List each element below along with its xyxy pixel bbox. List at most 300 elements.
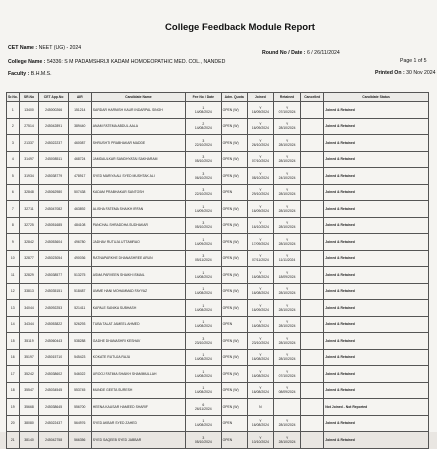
cell-fee-flag: 1 — [202, 369, 205, 374]
cell-fee — [186, 399, 222, 416]
table-row — [7, 250, 429, 267]
cell-candidate-name: SARDAR HARNISH KAUR INDARPAL SINGH — [91, 102, 185, 119]
cell-candidate-name: ASMA PARVEEN SHAIKH ISMAIL — [91, 267, 185, 284]
cell-joined-flag: Y — [259, 171, 262, 176]
cell-joined-flag: Y — [259, 105, 262, 110]
cell-fee-flag: 1 — [202, 419, 205, 424]
cell-fee-flag: 1 — [202, 386, 205, 391]
cell-cancelled — [301, 283, 324, 300]
cell-candidate-name: HEENA KAUSAR HAMEED SHARIF — [91, 399, 185, 416]
cell-joined-date: 16/08/2024 — [251, 291, 269, 296]
cell-joined — [247, 267, 273, 284]
cell-candidate-name: UMME HANI MOHAMMAD FAYYAZ — [91, 283, 185, 300]
round-value: 6 / 26/11/2024 — [306, 50, 340, 56]
cell-srno: 13400 — [19, 102, 39, 119]
cell-candidate-name: PANCHAL SHRADDHA SUDHAKAR — [91, 217, 185, 234]
cell-fee — [186, 415, 222, 432]
cell-app-no: 245022437 — [39, 415, 68, 432]
cell-quota: OPEN (W) — [221, 267, 247, 284]
cell-retained-flag: Y — [285, 419, 289, 424]
cell-status: Joined & Retained — [324, 300, 429, 317]
cell-air: 478917 — [68, 168, 91, 185]
cell-app-no: 245051685 — [39, 217, 68, 234]
cell-fee — [186, 349, 222, 366]
cell-air: 526293 — [68, 316, 91, 333]
cell-cancelled — [301, 217, 324, 234]
cell-joined-flag: Y — [259, 386, 262, 391]
cell-retained-date: 08/09/2024 — [278, 390, 296, 395]
cell-cancelled — [301, 135, 324, 152]
cell-quota: OPEN — [221, 432, 247, 449]
cell-app-no: 245053822 — [39, 316, 68, 333]
cell-status: Joined & Retained — [324, 283, 429, 300]
cell-fee-flag: 3 — [202, 336, 205, 341]
cell-joined-flag: Y — [259, 188, 262, 193]
cell-app-no: 245042758 — [39, 432, 68, 449]
cell-quota: OPEN (W) — [221, 151, 247, 168]
cell-fee-flag: 1 — [202, 237, 205, 242]
cell-fee-flag: 1 — [202, 287, 205, 292]
cell-app-no: 245042891 — [39, 118, 68, 135]
cell-joined-flag: Y — [259, 369, 262, 374]
cell-app-no: 245038779 — [39, 168, 68, 185]
cell-cancelled — [301, 168, 324, 185]
col-header: Candidate Status — [324, 93, 429, 102]
cell-status: Joined & Retained — [324, 201, 429, 218]
cell-retained-flag: Y — [285, 254, 289, 259]
printed-value: 30 Nov 2024 — [406, 70, 436, 76]
cell-app-no: 245047082 — [39, 201, 68, 218]
cell-candidate-name: SYED MARIYA ALI SYED MUSHTAK ALI — [91, 168, 185, 185]
cell-quota: OPEN (W) — [221, 300, 247, 317]
table-row — [7, 399, 429, 416]
cell-srno: 32848 — [19, 184, 39, 201]
cell-candidate-name: ANAM FATEMA ABDUL AALA — [91, 118, 185, 135]
cell-fee-date: 05/11/2024 — [194, 258, 212, 263]
cell-joined-date: 16/09/2024 — [251, 208, 269, 213]
cell-retained-flag: Y — [285, 435, 289, 440]
cell-air: 513275 — [68, 267, 91, 284]
col-header: Joined — [247, 93, 273, 102]
cell-joined — [247, 102, 273, 119]
cell-retained — [273, 399, 300, 416]
cell-status: Joined & Retained — [324, 234, 429, 251]
cell-status: Joined & Retained — [324, 118, 429, 135]
cell-retained — [273, 283, 300, 300]
cell-retained-flag: Y — [285, 336, 289, 341]
cell-sr: 1 — [7, 102, 20, 119]
cell-fee-flag: 3 — [202, 221, 205, 226]
cell-status: Joined & Retained — [324, 217, 429, 234]
cell-retained — [273, 316, 300, 333]
cell-fee-flag: 3 — [202, 254, 205, 259]
cell-joined — [247, 184, 273, 201]
cell-cancelled — [301, 382, 324, 399]
cell-sr: 11 — [7, 267, 20, 284]
cell-status: Joined & Retained — [324, 168, 429, 185]
cell-srno: 33813 — [19, 283, 39, 300]
cell-status: Joined & Retained — [324, 349, 429, 366]
cell-joined — [247, 300, 273, 317]
cell-cancelled — [301, 184, 324, 201]
cell-air: 151214 — [68, 102, 91, 119]
cell-fee — [186, 135, 222, 152]
cell-retained — [273, 349, 300, 366]
cell-fee — [186, 333, 222, 350]
cell-app-no: 245038645 — [39, 399, 68, 416]
cell-sr: 8 — [7, 217, 20, 234]
cell-srno: 34044 — [19, 300, 39, 317]
cell-fee-date: 05/10/2024 — [194, 225, 212, 230]
cell-fee-date: 22/10/2024 — [194, 142, 212, 147]
table-row — [7, 382, 429, 399]
cell-app-no: 245060443 — [39, 333, 68, 350]
cell-fee — [186, 250, 222, 267]
cell-fee-date: 05/10/2024 — [194, 439, 212, 444]
cell-app-no: 245023054 — [39, 250, 68, 267]
cell-air: 564976 — [68, 415, 91, 432]
cell-quota: OPEN (W) — [221, 250, 247, 267]
cell-app-no: 245035151 — [39, 283, 68, 300]
cell-status: Joined & Retained — [324, 102, 429, 119]
cell-joined-flag: Y — [259, 221, 262, 226]
cell-sr: 2 — [7, 118, 20, 135]
cell-joined — [247, 366, 273, 383]
cell-cancelled — [301, 102, 324, 119]
cell-joined — [247, 135, 273, 152]
cell-joined-flag: Y — [259, 435, 262, 440]
cell-retained-date: 28/10/2024 — [278, 225, 296, 230]
cell-quota: OPEN (W) — [221, 217, 247, 234]
cell-fee-date: 05/10/2024 — [194, 159, 212, 164]
table-row — [7, 300, 429, 317]
cell-quota: OPEN (W) — [221, 168, 247, 185]
cell-quota: OPEN (W) — [221, 234, 247, 251]
col-header: Retained — [273, 93, 300, 102]
cell-retained — [273, 382, 300, 399]
cell-app-no: 245022237 — [39, 135, 68, 152]
cell-quota: OPEN — [221, 316, 247, 333]
cell-joined-flag: Y — [259, 138, 262, 143]
cell-sr: 14 — [7, 316, 20, 333]
cell-cancelled — [301, 267, 324, 284]
college-label: College Name : — [8, 59, 46, 65]
cell-fee — [186, 118, 222, 135]
cell-srno: 31934 — [19, 168, 39, 185]
cell-retained-flag: Y — [285, 353, 289, 358]
cell-joined — [247, 399, 273, 416]
cell-retained-flag: Y — [285, 204, 289, 209]
cell-fee — [186, 267, 222, 284]
cell-fee-flag: 1 — [202, 303, 205, 308]
table-row — [7, 415, 429, 432]
cell-quota: OPEN — [221, 415, 247, 432]
table-row — [7, 151, 429, 168]
cell-retained — [273, 135, 300, 152]
cell-retained — [273, 102, 300, 119]
cell-status: Joined & Retained — [324, 184, 429, 201]
col-header: SR.No — [19, 93, 39, 102]
college-value: 54336: S M PADAMSHRIJI KADAM HOMOEOPATHIC MED. COL., NANDED — [46, 59, 226, 65]
cell-joined-flag: Y — [259, 237, 262, 242]
cell-fee-flag: 3 — [202, 188, 205, 193]
table-row — [7, 333, 429, 350]
cell-retained — [273, 366, 300, 383]
cell-retained-flag: Y — [285, 287, 289, 292]
cell-air: 521411 — [68, 300, 91, 317]
cell-cancelled — [301, 349, 324, 366]
cell-retained-flag: Y — [285, 386, 289, 391]
cell-retained — [273, 184, 300, 201]
cell-joined — [247, 349, 273, 366]
cell-cancelled — [301, 151, 324, 168]
cell-joined-date: 07/11/2024 — [252, 258, 269, 263]
cell-retained-date: 28/10/2024 — [278, 357, 296, 362]
cell-cancelled — [301, 201, 324, 218]
cell-fee-flag: 1 — [202, 105, 205, 110]
cell-app-no: 245038577 — [39, 267, 68, 284]
cell-retained — [273, 250, 300, 267]
cell-fee-flag: 1 — [202, 204, 205, 209]
page-number: Page 1 of 5 — [400, 58, 427, 64]
round-label: Round No / Date : — [262, 50, 306, 56]
cell-retained-date: 24/10/2024 — [278, 175, 296, 180]
cell-joined — [247, 118, 273, 135]
cell-joined-date: 16/09/2024 — [251, 307, 269, 312]
faculty-line — [8, 71, 52, 77]
cell-retained-date: 28/10/2024 — [278, 439, 296, 444]
cell-status: Joined & Retained — [324, 333, 429, 350]
cell-sr: 19 — [7, 399, 20, 416]
cell-srno: 31497 — [19, 151, 39, 168]
cell-status: Not Joined - Not Reported — [324, 399, 429, 416]
cell-candidate-name: KADAM PRABHAKAR SANTOSH — [91, 184, 185, 201]
cell-quota: OPEN (W) — [221, 135, 247, 152]
cell-air: 518487 — [68, 283, 91, 300]
cell-quota: OPEN — [221, 184, 247, 201]
cell-quota: OPEN (W) — [221, 201, 247, 218]
cell-retained-date: 28/10/2024 — [278, 159, 296, 164]
cell-retained-flag: Y — [285, 188, 289, 193]
cell-fee-flag: 1 — [202, 270, 205, 275]
cell-fee-date: 14/08/2024 — [194, 126, 212, 131]
cell-retained-date: 28/10/2024 — [278, 126, 296, 131]
cell-retained-flag: Y — [285, 320, 289, 325]
cell-fee-flag: 1 — [202, 320, 205, 325]
cell-sr: 10 — [7, 250, 20, 267]
cell-quota: OPEN (W) — [221, 399, 247, 416]
cell-srno: 32711 — [19, 201, 39, 218]
cell-air: 566356 — [68, 432, 91, 449]
cell-fee-date: 06/10/2024 — [194, 175, 212, 180]
cell-candidate-name: SHRUSHTI PRABHAKAR MADDE — [91, 135, 185, 152]
cell-status: Joined & Retained — [324, 366, 429, 383]
cell-joined-flag: Y — [259, 122, 262, 127]
cell-air: 484108 — [68, 217, 91, 234]
cell-srno: 35668 — [19, 399, 39, 416]
printed-label: Printed On : — [375, 70, 405, 76]
table-row — [7, 349, 429, 366]
cell-retained-date: 11/11/2024 — [278, 258, 296, 263]
cell-srno: 32829 — [19, 267, 39, 284]
cell-joined-flag: Y — [259, 254, 262, 259]
cell-joined-date: 16/08/2024 — [251, 423, 269, 428]
cell-srno: 35119 — [19, 333, 39, 350]
col-header: Cancelled — [301, 93, 324, 102]
table-row — [7, 168, 429, 185]
cell-retained-date: 07/10/2024 — [278, 109, 296, 114]
cell-srno: 32877 — [19, 250, 39, 267]
col-header: Sr.No. — [7, 93, 20, 102]
col-header: Adm. Quota — [221, 93, 247, 102]
cell-joined-date: 26/10/2024 — [251, 142, 269, 147]
table-row — [7, 234, 429, 251]
cell-retained-flag: Y — [285, 105, 289, 110]
cet-name-label: CET Name : — [8, 45, 38, 51]
cell-joined — [247, 151, 273, 168]
cell-joined-flag: Y — [259, 419, 262, 424]
cell-fee-date: 14/08/2024 — [194, 307, 212, 312]
cell-joined — [247, 382, 273, 399]
cell-candidate-name: KOKATE RUTUJA RAJU — [91, 349, 185, 366]
cell-app-no: 245038602 — [39, 366, 68, 383]
cell-quota: OPEN (W) — [221, 102, 247, 119]
cell-joined — [247, 234, 273, 251]
cell-air: 463892 — [68, 201, 91, 218]
cell-joined-date: 16/09/2024 — [251, 126, 269, 131]
col-header: AIR — [68, 93, 91, 102]
cell-retained — [273, 415, 300, 432]
cell-air: 538288 — [68, 333, 91, 350]
cell-joined — [247, 250, 273, 267]
cell-fee-flag: 3 — [202, 171, 205, 176]
cell-air: 556700 — [68, 399, 91, 416]
cell-joined-date: 08/10/2024 — [251, 175, 269, 180]
cell-retained-date: 28/10/2024 — [278, 291, 296, 296]
cell-fee-date: 14/08/2024 — [194, 390, 212, 395]
cell-fee — [186, 283, 222, 300]
cell-air: 546022 — [68, 366, 91, 383]
cell-status: Joined & Retained — [324, 151, 429, 168]
cell-candidate-name: ALISHA FATEMA SHAIKH IRFAN — [91, 201, 185, 218]
cell-retained — [273, 118, 300, 135]
cell-quota: OPEN (W) — [221, 349, 247, 366]
cell-sr: 4 — [7, 151, 20, 168]
cell-fee — [186, 184, 222, 201]
cell-sr: 18 — [7, 382, 20, 399]
cell-joined-date: 29/10/2024 — [251, 192, 269, 197]
cell-srno: 38080 — [19, 415, 39, 432]
cell-fee — [186, 234, 222, 251]
cell-retained-date: 28/10/2024 — [278, 241, 296, 246]
cell-fee-date: 14/08/2024 — [194, 274, 212, 279]
cell-cancelled — [301, 118, 324, 135]
cell-srno: 32725 — [19, 217, 39, 234]
cell-app-no: 245034545 — [39, 382, 68, 399]
cell-srno: 35197 — [19, 349, 39, 366]
table-row — [7, 283, 429, 300]
cell-retained-date: 28/10/2024 — [278, 192, 296, 197]
cell-fee-date: 26/11/2024 — [194, 406, 212, 411]
cell-joined-date: 16/08/2024 — [251, 357, 269, 362]
cell-air: 496780 — [68, 234, 91, 251]
cell-sr: 5 — [7, 168, 20, 185]
cell-joined — [247, 201, 273, 218]
cell-retained — [273, 234, 300, 251]
col-header: CET App.No — [39, 93, 68, 102]
cell-joined — [247, 283, 273, 300]
cell-retained-flag: Y — [285, 171, 289, 176]
feedback-table — [6, 92, 429, 449]
table-row — [7, 316, 429, 333]
cell-retained — [273, 333, 300, 350]
table-row — [7, 135, 429, 152]
cell-quota: OPEN (W) — [221, 366, 247, 383]
cell-cancelled — [301, 300, 324, 317]
cell-fee-date: 14/09/2024 — [194, 208, 212, 213]
cell-joined-date: 16/09/2024 — [251, 109, 269, 114]
cell-joined-date: 23/10/2024 — [251, 340, 269, 345]
cell-candidate-name: TUBA TALAT JAMEEL AHMED — [91, 316, 185, 333]
table-row — [7, 217, 429, 234]
cell-air: 507438 — [68, 184, 91, 201]
cell-retained-flag: Y — [285, 303, 289, 308]
cell-candidate-name: KAPALE SANIKA SUBHASH — [91, 300, 185, 317]
cell-joined-date: 17/09/2024 — [251, 241, 269, 246]
cell-retained — [273, 267, 300, 284]
cell-retained-flag: Y — [285, 369, 289, 374]
cell-sr: 17 — [7, 366, 20, 383]
cell-sr: 21 — [7, 432, 20, 449]
cell-cancelled — [301, 333, 324, 350]
cell-retained-date: 28/10/2024 — [278, 307, 296, 312]
cell-joined-flag: Y — [259, 287, 262, 292]
cell-retained-flag: Y — [285, 270, 289, 275]
cell-candidate-name: UROOJ FATIMA SHAIKH SHAMIMULLAH — [91, 366, 185, 383]
faculty-label: Faculty : — [8, 71, 30, 77]
cell-sr: 6 — [7, 184, 20, 201]
cell-retained — [273, 300, 300, 317]
cell-air: 389440 — [68, 118, 91, 135]
cell-joined-date: 16/08/2024 — [251, 390, 269, 395]
cell-retained — [273, 201, 300, 218]
cell-joined-flag: Y — [259, 155, 262, 160]
cell-cancelled — [301, 234, 324, 251]
cell-candidate-name: JAMDAULKAR SANDHYATAI SAKHARAM — [91, 151, 185, 168]
cell-fee-date: 14/08/2024 — [194, 373, 212, 378]
cell-retained — [273, 217, 300, 234]
cell-status: Joined & Retained — [324, 382, 429, 399]
cell-status: Joined & Retained — [324, 250, 429, 267]
cell-joined — [247, 415, 273, 432]
cell-status: Joined & Retained — [324, 316, 429, 333]
cell-quota: OPEN (W) — [221, 283, 247, 300]
cell-fee-flag: 2 — [202, 122, 205, 127]
cell-srno: 35242 — [19, 366, 39, 383]
cell-joined — [247, 217, 273, 234]
cell-fee-flag: 1 — [202, 353, 205, 358]
cell-cancelled — [301, 250, 324, 267]
cell-retained-date: 28/10/2024 — [278, 423, 296, 428]
cell-fee — [186, 201, 222, 218]
cell-cancelled — [301, 432, 324, 449]
cell-joined-flag: Y — [259, 303, 262, 308]
cell-app-no: 245062980 — [39, 184, 68, 201]
cell-status: Joined & Retained — [324, 415, 429, 432]
cell-sr: 9 — [7, 234, 20, 251]
cell-air: 553745 — [68, 382, 91, 399]
cet-name-line — [8, 45, 81, 51]
